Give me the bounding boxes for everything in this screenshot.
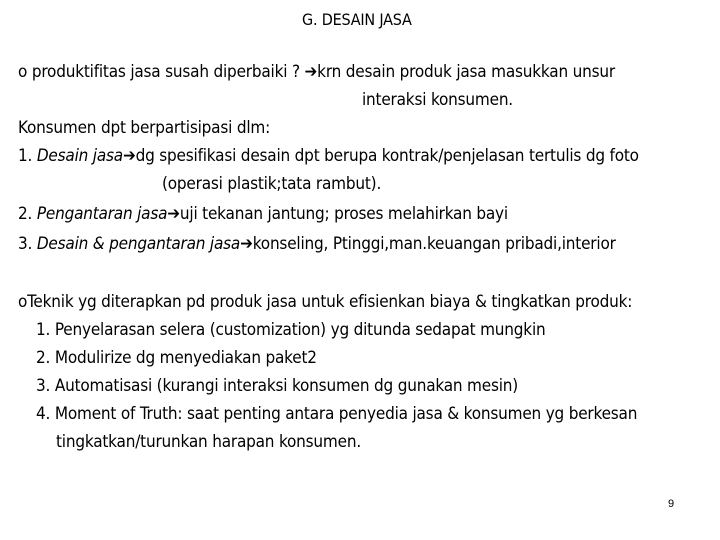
participation-heading: Konsumen dpt berpartisipasi dlm: [18, 118, 271, 138]
participation-item-1 [18, 146, 639, 166]
bullet-2-text: Teknik yg diterapkan pd produk jasa untuk efisienkan biaya & tingkatkan produk: [27, 292, 633, 312]
technique-item-4 [36, 404, 637, 424]
technique-item-4-continuation: tingkatkan/turunkan harapan konsumen. [56, 432, 361, 452]
technique-item-2 [36, 348, 317, 368]
page-number: 9 [668, 498, 675, 510]
item-text: uji tekanan jantung; proses melahirkan bayi [179, 204, 508, 224]
item-number: 3. [18, 234, 33, 254]
bullet-marker: o [18, 62, 28, 82]
arrow-icon: ➔ [167, 204, 180, 224]
item-text: konseling, Ptinggi,man.keuangan pribadi,interior [252, 234, 616, 254]
slide-title: G. DESAIN JASA [302, 10, 412, 29]
participation-item-2 [18, 204, 508, 224]
bullet-marker: o [18, 292, 28, 312]
bullet-1 [18, 62, 615, 82]
bullet-1-text-a: produktifitas jasa susah diperbaiki ? [31, 62, 305, 82]
arrow-icon: ➔ [122, 146, 136, 166]
technique-item-3 [36, 376, 518, 396]
arrow-icon: ➔ [304, 62, 318, 82]
item-number: 4. [36, 404, 51, 424]
participation-item-3 [18, 234, 616, 254]
bullet-1-continuation: interaksi konsumen. [362, 90, 513, 110]
bullet-2 [18, 292, 632, 312]
item-term: Desain & pengantaran jasa [36, 234, 241, 254]
item-number: 1. [36, 320, 51, 340]
participation-item-1-continuation: (operasi plastik;tata rambut). [162, 174, 382, 194]
item-text: Penyelarasan selera (customization) yg ditunda sedapat mungkin [54, 320, 546, 340]
item-term: Desain jasa [36, 146, 123, 166]
item-text: Modulirize dg menyediakan paket2 [54, 348, 317, 368]
item-number: 2. [36, 348, 51, 368]
item-number: 1. [18, 146, 33, 166]
item-text: Automatisasi (kurangi interaksi konsumen dg gunakan mesin) [54, 376, 519, 396]
item-number: 3. [36, 376, 51, 396]
item-term: Pengantaran jasa [36, 204, 168, 224]
item-text: dg spesifikasi desain dpt berupa kontrak/penjelasan tertulis dg foto [135, 146, 639, 166]
technique-item-1 [36, 320, 546, 340]
item-text: Moment of Truth: saat penting antara penyedia jasa & konsumen yg berkesan [54, 404, 638, 424]
item-number: 2. [18, 204, 33, 224]
bullet-1-text-b: krn desain produk jasa masukkan unsur [317, 62, 615, 82]
arrow-icon: ➔ [240, 234, 253, 254]
